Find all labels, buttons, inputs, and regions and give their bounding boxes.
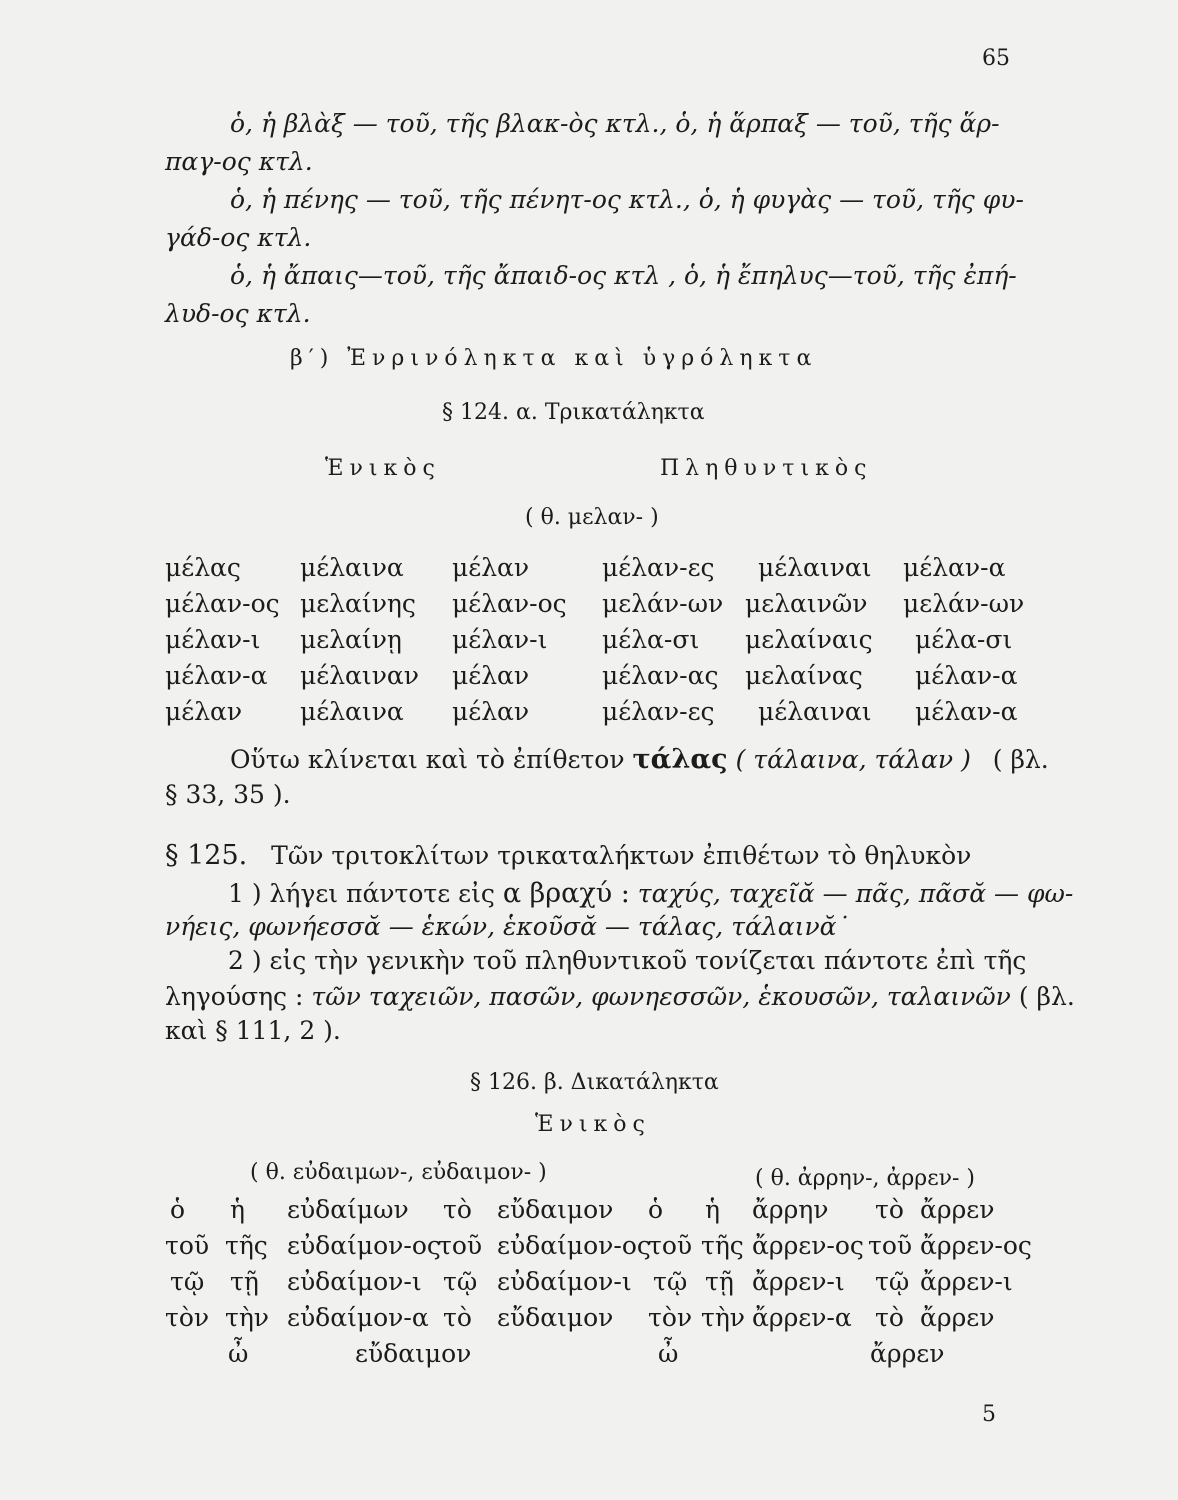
table-cell: μέλα-σι xyxy=(602,625,700,654)
table-cell: μέλαν xyxy=(452,661,530,690)
table-cell: τὴν xyxy=(225,1303,270,1332)
page-number: 65 xyxy=(982,46,1010,71)
theme-arren: ( θ. ἀρρην-, ἀρρεν- ) xyxy=(755,1166,976,1191)
table-cell: ἄρρεν xyxy=(870,1339,945,1368)
table-cell: μέλαν-ι xyxy=(452,625,548,654)
table-cell: τῷ xyxy=(875,1267,910,1296)
signature-mark: 5 xyxy=(982,1402,996,1427)
table-cell: τῇ xyxy=(230,1267,259,1296)
talas-ref-start: ( βλ. xyxy=(992,745,1049,774)
intro-line-1: ὁ, ἡ βλὰξ — τοῦ, τῆς βλακ-ὸς κτλ., ὁ, ἡ ἅρπαξ — τοῦ, τῆς ἅρ- xyxy=(230,109,1000,138)
table-cell: ἄρρεν-ος xyxy=(920,1231,1032,1260)
table-cell: ὁ xyxy=(170,1195,186,1224)
table-cell: μέλας xyxy=(165,553,241,582)
table-cell: ὦ xyxy=(658,1339,679,1368)
table-cell: ἡ xyxy=(230,1195,245,1224)
table-cell: εὐδαίμον-ι xyxy=(497,1267,632,1296)
table-cell: εὐδαίμον-ος xyxy=(287,1231,441,1260)
table-cell: ἄρρεν-ι xyxy=(920,1267,1013,1296)
table-cell: ἄρρην xyxy=(752,1195,829,1224)
intro-line-3-cont: λυδ-ος κτλ. xyxy=(165,299,311,328)
talas-ref-end: § 33, 35 ). xyxy=(165,780,291,809)
rule-2-line-1: 2 ) εἰς τὴν γενικὴν τοῦ πληθυντικοῦ τονίζεται πάντοτε ἐπὶ τῆς xyxy=(228,946,1027,975)
table-cell: τοῦ xyxy=(438,1231,483,1260)
table-cell: τῷ xyxy=(653,1267,688,1296)
section-125-lead xyxy=(165,840,971,871)
table-cell: ἡ xyxy=(705,1195,720,1224)
table-cell: μέλαν-α xyxy=(915,661,1018,690)
section-126-title: § 126. β. Δικατάληκτα xyxy=(470,1070,719,1095)
rule-2-ref: ( βλ. xyxy=(1018,982,1075,1011)
table-cell: μελάν-ων xyxy=(602,589,724,618)
table-cell: τὸ xyxy=(875,1303,904,1332)
heading-beta: β′) Ἐνρινόληκτα καὶ ὑγρόληκτα xyxy=(290,346,818,371)
table-cell: τὸ xyxy=(443,1195,472,1224)
table-cell: τῇ xyxy=(705,1267,734,1296)
intro-examples xyxy=(165,105,1027,333)
label-plural: Πληθυντικὸς xyxy=(660,456,873,481)
table-cell: μελαινῶν xyxy=(745,589,868,618)
table-cell: ἄρρεν xyxy=(920,1303,995,1332)
table-cell: τὸ xyxy=(875,1195,904,1224)
table-cell: τὸ xyxy=(443,1303,472,1332)
table-cell: τοῦ xyxy=(648,1231,693,1260)
table-cell: μέλαν xyxy=(165,697,243,726)
table-cell: μέλα-σι xyxy=(915,625,1013,654)
table-cell: μέλαινα xyxy=(300,553,404,582)
rule-1-prefix: 1 ) λήγει πάντοτε εἰς xyxy=(228,879,495,908)
rule-1-examples: ταχύς, ταχεῖᾰ — πᾶς, πᾶσᾰ — φω- xyxy=(637,879,1074,908)
talas-prefix: Οὕτω κλίνεται καὶ τὸ ἐπίθετον xyxy=(230,745,625,774)
table-cell: μέλαν xyxy=(452,553,530,582)
table-cell: τῷ xyxy=(443,1267,478,1296)
table-cell: ἄρρεν-ος xyxy=(752,1231,864,1260)
theme-melan: ( θ. μελαν- ) xyxy=(525,505,659,530)
table-cell: εὐδαίμον-ι xyxy=(287,1267,422,1296)
table-cell: μέλαν-ες xyxy=(602,697,715,726)
table-cell: μέλαν-ος xyxy=(452,589,567,618)
table-cell: τοῦ xyxy=(868,1231,913,1260)
table-cell: τὸν xyxy=(165,1303,210,1332)
rule-1 xyxy=(228,878,1073,909)
intro-line-2: ὁ, ἡ πένης — τοῦ, τῆς πένητ-ος κτλ., ὁ, ἡ φυγὰς — τοῦ, τῆς φυ- xyxy=(230,185,1024,214)
table-cell: ἄρρεν-ι xyxy=(752,1267,845,1296)
table-cell: ἄρρεν-α xyxy=(752,1303,852,1332)
table-cell: μέλαν-α xyxy=(915,697,1018,726)
table-cell: τὴν xyxy=(701,1303,746,1332)
intro-line-1-cont: παγ-ος κτλ. xyxy=(165,147,313,176)
table-cell: μέλαιναι xyxy=(758,697,872,726)
table-cell: μελάν-ων xyxy=(903,589,1025,618)
table-cell: μέλαν-ες xyxy=(602,553,715,582)
table-cell: ἄρρεν xyxy=(920,1195,995,1224)
eudaimon-arren-table xyxy=(165,1195,1032,1380)
section-125-text: Τῶν τριτοκλίτων τρικαταλήκτων ἐπιθέτων τὸ θηλυκὸν xyxy=(271,841,972,870)
talas-forms: ( τάλαινα, τάλαν ) xyxy=(735,745,971,774)
table-cell: τῷ xyxy=(170,1267,205,1296)
table-cell: εὔδαιμον xyxy=(497,1195,614,1224)
table-cell: εὔδαιμον xyxy=(355,1339,472,1368)
table-cell: εὐδαίμον-ος xyxy=(497,1231,651,1260)
table-cell: μέλαιναν xyxy=(300,661,420,690)
table-cell: μέλαν xyxy=(452,697,530,726)
table-cell: μέλαν-α xyxy=(903,553,1006,582)
talas-sentence xyxy=(230,744,1049,775)
table-cell: τῆς xyxy=(701,1231,744,1260)
table-cell: μέλαν-ας xyxy=(602,661,719,690)
table-cell: μέλαινα xyxy=(300,697,404,726)
rule-2-examples: τῶν ταχειῶν, πασῶν, φωνηεσσῶν, ἑκουσῶν, ταλαινῶν xyxy=(311,982,1011,1011)
table-cell: εὐδαίμων xyxy=(287,1195,409,1224)
table-cell: τοῦ xyxy=(165,1231,210,1260)
table-cell: μελαίνῃ xyxy=(300,625,402,654)
table-cell: μέλαν-α xyxy=(165,661,268,690)
rule-1-cont: νήεις, φωνήεσσᾰ — ἑκών, ἑκοῦσᾰ — τάλας, τάλαινᾰ˙ xyxy=(165,912,850,941)
melan-declension-table xyxy=(165,553,1025,738)
section-124-title: § 124. α. Τρικατάληκτα xyxy=(442,400,705,425)
table-cell: μελαίνης xyxy=(300,589,416,618)
intro-line-3: ὁ, ἡ ἄπαις—τοῦ, τῆς ἄπαιδ-ος κτλ , ὁ, ἡ ἔπηλυς—τοῦ, τῆς ἐπή- xyxy=(230,261,1017,290)
label-singular-126: Ἑνικὸς xyxy=(535,1112,651,1137)
table-cell: εὔδαιμον xyxy=(497,1303,614,1332)
rule-1-key: α βραχύ : xyxy=(502,878,630,909)
table-cell: τῆς xyxy=(225,1231,268,1260)
table-cell: τὸν xyxy=(648,1303,693,1332)
table-cell: μέλαν-ος xyxy=(165,589,280,618)
table-cell: εὐδαίμον-α xyxy=(287,1303,429,1332)
rule-2-line-2 xyxy=(165,982,1075,1011)
theme-eudaimon: ( θ. εὐδαιμων-, εὐδαιμον- ) xyxy=(250,1160,547,1185)
talas-word: τάλας xyxy=(632,744,728,775)
intro-line-2-cont: γάδ-ος κτλ. xyxy=(165,223,312,252)
table-cell: ὦ xyxy=(228,1339,249,1368)
table-cell: μέλαν-ι xyxy=(165,625,261,654)
table-cell: μέλαιναι xyxy=(758,553,872,582)
rule-2-end: καὶ § 111, 2 ). xyxy=(165,1016,341,1045)
table-cell: ὁ xyxy=(648,1195,664,1224)
table-cell: μελαίναις xyxy=(745,625,873,654)
rule-2-prefix: ληγούσης : xyxy=(165,982,304,1011)
table-cell: μελαίνας xyxy=(745,661,863,690)
section-125-label: § 125. xyxy=(165,840,248,871)
label-singular: Ἑνικὸς xyxy=(325,456,441,481)
